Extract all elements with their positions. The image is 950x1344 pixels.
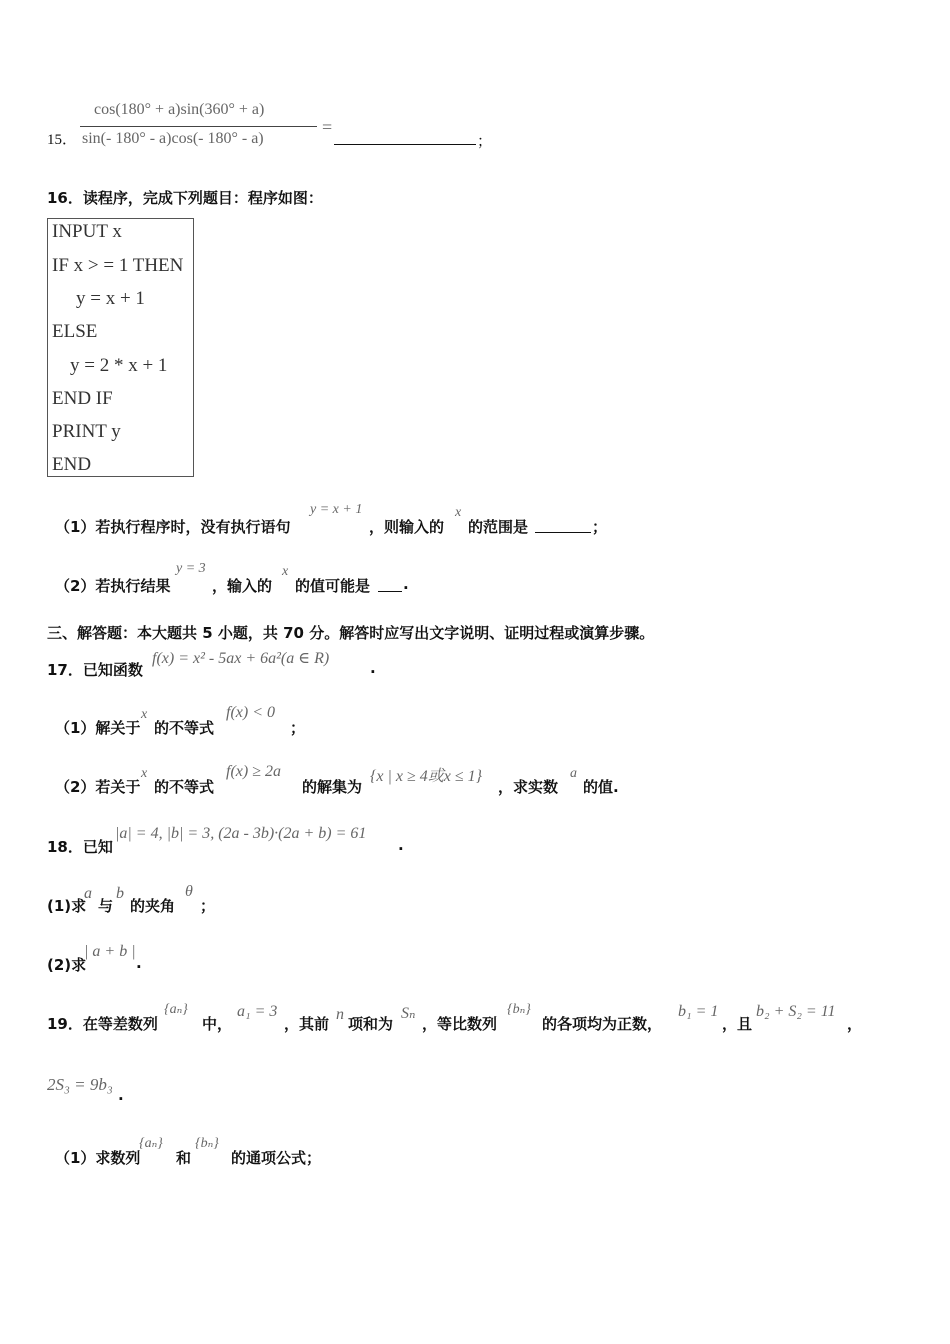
q17-part2-text: 的不等式 <box>154 778 215 796</box>
q19-a1: a₁ = 3 <box>237 1003 278 1020</box>
q19-part1-text: 和 <box>176 1149 192 1167</box>
q19-an: {aₙ} <box>164 1002 188 1017</box>
q18-part1-b: b <box>116 885 124 902</box>
q19-text: 19．在等差数列 <box>47 1015 158 1033</box>
q17-part1-end: ； <box>290 719 306 737</box>
q16-part2-text: （2）若执行结果 <box>55 577 171 595</box>
q16-part1-text: ，则输入的 <box>369 518 445 536</box>
q17-part1-text: （1）解关于 <box>55 719 141 737</box>
q19-n: n <box>336 1006 344 1023</box>
q19-text: ，且 <box>722 1015 753 1033</box>
q18-part1-text: 与 <box>98 897 114 915</box>
q18-given: |a| = 4, |b| = 3, (2a - 3b)·(2a + b) = 61 <box>115 825 367 842</box>
q17-part2-a: a <box>570 766 577 781</box>
q17-function: f(x) = x² - 5ax + 6a²(a ∈ R) <box>152 650 330 667</box>
q19-part1-an: {aₙ} <box>139 1136 163 1151</box>
program-line: y = x + 1 <box>76 288 145 309</box>
q19-line2: 2S₃ = 9b₃ <box>47 1075 113 1094</box>
q18-text: 18．已知 <box>47 838 113 856</box>
q17-text: 17．已知函数 <box>47 661 143 679</box>
q19-text: ，其前 <box>284 1015 330 1033</box>
q17-part2-x: x <box>141 766 148 781</box>
q18-part2-math: | a + b | <box>84 943 136 960</box>
program-line: PRINT y <box>52 421 121 442</box>
q15-number: 15． <box>47 132 78 148</box>
q18-part1-text: (1)求 <box>47 897 87 915</box>
q17-part2-text: （2）若关于 <box>55 778 141 796</box>
q17-part2-set: {x | x ≥ 4或x ≤ 1} <box>370 768 483 785</box>
q17-end: . <box>370 659 376 677</box>
q17-part2-text: 的解集为 <box>302 778 363 796</box>
q15-end: ； <box>477 132 493 150</box>
q16-part1-end: ； <box>592 518 608 536</box>
q18-part1-text: 的夹角 <box>130 897 176 915</box>
q19-text: ，等比数列 <box>422 1015 498 1033</box>
q17-part2-text: 的值. <box>583 778 619 796</box>
q15-fraction-bar <box>80 126 317 127</box>
q16-part2-math: y = 3 <box>176 561 206 576</box>
q19-text: 的各项均为正数， <box>542 1015 663 1033</box>
program-line: END IF <box>52 388 113 409</box>
q16-part1-math: y = x + 1 <box>310 502 363 517</box>
q15-equals: = <box>322 117 333 137</box>
q16-part2-text: ，输入的 <box>212 577 273 595</box>
q18-end: . <box>398 836 404 854</box>
q19-bn: {bₙ} <box>507 1002 531 1017</box>
q17-part1-x: x <box>141 707 148 722</box>
q19-line2-end: . <box>118 1086 124 1104</box>
q16-part1-text: （1）若执行程序时，没有执行语句 <box>55 518 291 536</box>
q17-part1-text: 的不等式 <box>154 719 215 737</box>
q19-part1-bn: {bₙ} <box>195 1136 219 1151</box>
q19-Sn: Sₙ <box>401 1005 416 1022</box>
q18-part2-end: . <box>136 954 142 972</box>
program-box <box>47 218 194 477</box>
q18-part1-theta: θ <box>185 883 193 900</box>
q16-title: 16．读程序，完成下列题目：程序如图： <box>47 189 323 207</box>
q15-denominator: sin(- 180° - a)cos(- 180° - a) <box>82 130 264 147</box>
q16-part1-x: x <box>455 505 462 520</box>
q15-numerator: cos(180° + a)sin(360° + a) <box>94 101 265 118</box>
q19-condition: b₂ + S₂ = 11 <box>756 1003 836 1020</box>
q17-part2-text: ，求实数 <box>498 778 559 796</box>
program-line: END <box>52 454 92 475</box>
q16-part1-text: 的范围是 <box>468 518 529 536</box>
q18-part1-a: a <box>84 885 92 902</box>
q16-part2-text: 的值可能是 <box>295 577 371 595</box>
q16-part1-blank <box>535 532 591 533</box>
q17-part2-math: f(x) ≥ 2a <box>226 763 281 780</box>
q17-part1-math: f(x) < 0 <box>226 704 275 721</box>
section-header: 三、解答题：本大题共 5 小题，共 70 分。解答时应写出文字说明、证明过程或演算步骤。 <box>47 624 655 642</box>
q19-text: 中， <box>202 1015 233 1033</box>
program-line: INPUT x <box>52 221 122 242</box>
q19-text: ， <box>847 1015 863 1033</box>
q16-part2-blank <box>378 591 402 592</box>
q19-b1: b₁ = 1 <box>678 1003 719 1020</box>
q16-part2-x: x <box>282 564 289 579</box>
q19-text: 项和为 <box>348 1015 394 1033</box>
q16-part2-end: . <box>403 575 409 593</box>
q15-answer-blank <box>334 144 476 145</box>
q19-part1-text: （1）求数列 <box>55 1149 141 1167</box>
program-line: y = 2 * x + 1 <box>70 355 168 376</box>
q18-part2-text: (2)求 <box>47 956 87 974</box>
q18-part1-end: ； <box>200 897 216 915</box>
program-line: ELSE <box>52 321 98 342</box>
program-line: IF x > = 1 THEN <box>52 255 184 276</box>
q19-part1-text: 的通项公式； <box>231 1149 322 1167</box>
